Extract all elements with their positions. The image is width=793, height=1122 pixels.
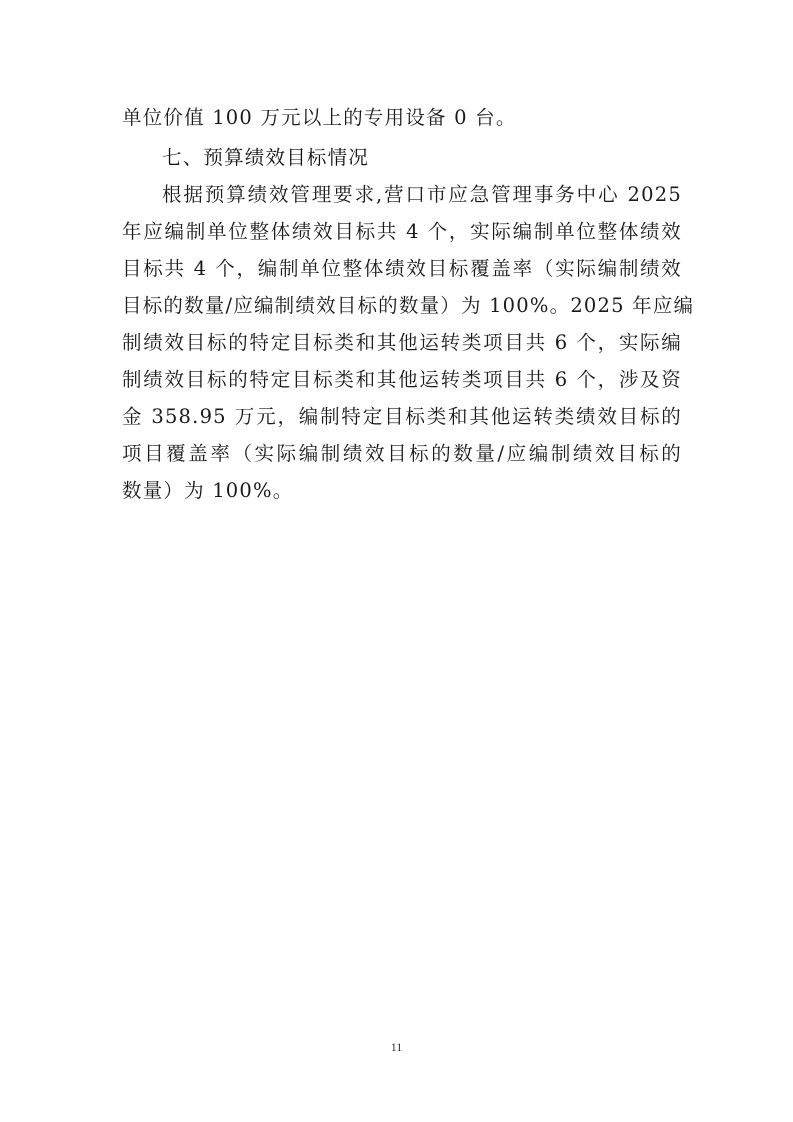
- paragraph-line-4: 目标的数量/应编制绩效目标的数量）为 100%。2025 年应编: [122, 294, 695, 317]
- section-heading: 七、预算绩效目标情况: [162, 146, 370, 169]
- page-number: 11: [390, 1040, 403, 1054]
- paragraph-line-2: 年应编制单位整体绩效目标共 4 个，实际编制单位整体绩效: [122, 220, 682, 243]
- paragraph-line-5: 制绩效目标的特定目标类和其他运转类项目共 6 个，实际编: [122, 331, 682, 354]
- paragraph-line-8: 项目覆盖率（实际编制绩效目标的数量/应编制绩效目标的: [122, 442, 682, 465]
- paragraph-line-1: 根据预算绩效管理要求,营口市应急管理事务中心 2025: [162, 183, 682, 206]
- paragraph-line-3: 目标共 4 个，编制单位整体绩效目标覆盖率（实际编制绩效: [122, 257, 682, 280]
- paragraph-line-9: 数量）为 100%。: [122, 479, 294, 502]
- paragraph-line-6: 制绩效目标的特定目标类和其他运转类项目共 6 个，涉及资: [122, 368, 682, 391]
- paragraph-line-7: 金 358.95 万元，编制特定目标类和其他运转类绩效目标的: [122, 405, 682, 428]
- carryover-text-line: 单位价值 100 万元以上的专用设备 0 台。: [122, 106, 517, 129]
